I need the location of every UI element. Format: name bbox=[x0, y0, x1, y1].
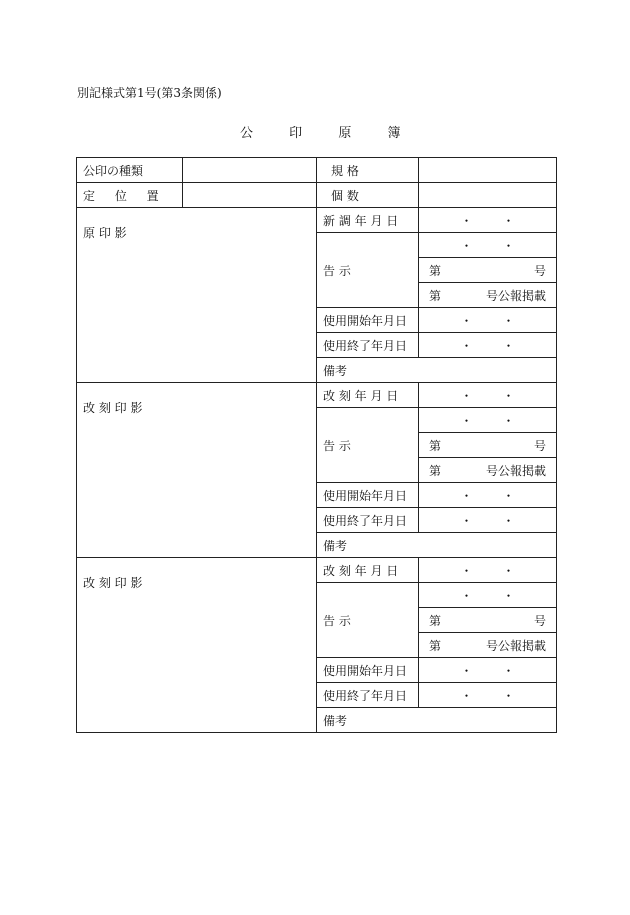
location-value[interactable] bbox=[183, 183, 317, 208]
table-row bbox=[77, 208, 557, 233]
notice-date-value[interactable]: ・ ・ bbox=[419, 408, 557, 433]
title-char: 簿 bbox=[387, 126, 401, 141]
seal-type-label: 公印の種類 bbox=[77, 158, 183, 183]
seal-type-value[interactable] bbox=[183, 158, 317, 183]
impression-area[interactable] bbox=[77, 558, 317, 733]
table-row bbox=[77, 158, 557, 183]
title-char: 原 bbox=[338, 126, 352, 141]
notice-date-value[interactable]: ・ ・ bbox=[419, 233, 557, 258]
count-value[interactable] bbox=[419, 183, 557, 208]
remarks-field[interactable] bbox=[317, 708, 557, 733]
notice-label: 告 示 bbox=[317, 233, 419, 308]
page-title bbox=[240, 122, 400, 141]
start-date-value[interactable]: ・ ・ bbox=[419, 308, 557, 333]
spec-label: 規 格 bbox=[317, 158, 419, 183]
impression-label: 改 刻 印 影 bbox=[83, 401, 143, 415]
end-date-label: 使用終了年月日 bbox=[317, 333, 419, 358]
date-label: 改 刻 年 月 日 bbox=[317, 558, 419, 583]
notice-date-value[interactable]: ・ ・ bbox=[419, 583, 557, 608]
notice-label: 告 示 bbox=[317, 583, 419, 658]
remarks-label: 備考 bbox=[323, 713, 348, 728]
date-label: 新 調 年 月 日 bbox=[317, 208, 419, 233]
impression-area[interactable] bbox=[77, 208, 317, 383]
remarks-label: 備考 bbox=[323, 538, 348, 553]
table-row bbox=[77, 383, 557, 408]
title-char: 印 bbox=[289, 126, 303, 141]
start-date-label: 使用開始年月日 bbox=[317, 483, 419, 508]
notice-number-value[interactable]: 第 号 bbox=[419, 433, 557, 458]
gazette-value[interactable]: 第 号公報掲載 bbox=[419, 458, 557, 483]
notice-number-value[interactable]: 第 号 bbox=[419, 258, 557, 283]
impression-label: 原 印 影 bbox=[83, 226, 127, 240]
start-date-value[interactable]: ・ ・ bbox=[419, 658, 557, 683]
impression-area[interactable] bbox=[77, 383, 317, 558]
title-char: 公 bbox=[240, 126, 254, 141]
date-label: 改 刻 年 月 日 bbox=[317, 383, 419, 408]
location-label: 定 位 置 bbox=[77, 183, 183, 208]
count-label: 個 数 bbox=[317, 183, 419, 208]
notice-label: 告 示 bbox=[317, 408, 419, 483]
start-date-value[interactable]: ・ ・ bbox=[419, 483, 557, 508]
form-caption: 別記様式第1号(第3条関係) bbox=[77, 86, 222, 100]
end-date-value[interactable]: ・ ・ bbox=[419, 508, 557, 533]
date-value[interactable]: ・ ・ bbox=[419, 383, 557, 408]
gazette-value[interactable]: 第 号公報掲載 bbox=[419, 283, 557, 308]
table-row bbox=[77, 558, 557, 583]
remarks-label: 備考 bbox=[323, 363, 348, 378]
date-value[interactable]: ・ ・ bbox=[419, 558, 557, 583]
end-date-value[interactable]: ・ ・ bbox=[419, 333, 557, 358]
end-date-label: 使用終了年月日 bbox=[317, 508, 419, 533]
seal-register-table bbox=[76, 157, 557, 733]
impression-label: 改 刻 印 影 bbox=[83, 576, 143, 590]
notice-number-value[interactable]: 第 号 bbox=[419, 608, 557, 633]
spec-value[interactable] bbox=[419, 158, 557, 183]
date-value[interactable]: ・ ・ bbox=[419, 208, 557, 233]
remarks-field[interactable] bbox=[317, 533, 557, 558]
table-row bbox=[77, 183, 557, 208]
start-date-label: 使用開始年月日 bbox=[317, 658, 419, 683]
remarks-field[interactable] bbox=[317, 358, 557, 383]
end-date-label: 使用終了年月日 bbox=[317, 683, 419, 708]
gazette-value[interactable]: 第 号公報掲載 bbox=[419, 633, 557, 658]
end-date-value[interactable]: ・ ・ bbox=[419, 683, 557, 708]
start-date-label: 使用開始年月日 bbox=[317, 308, 419, 333]
